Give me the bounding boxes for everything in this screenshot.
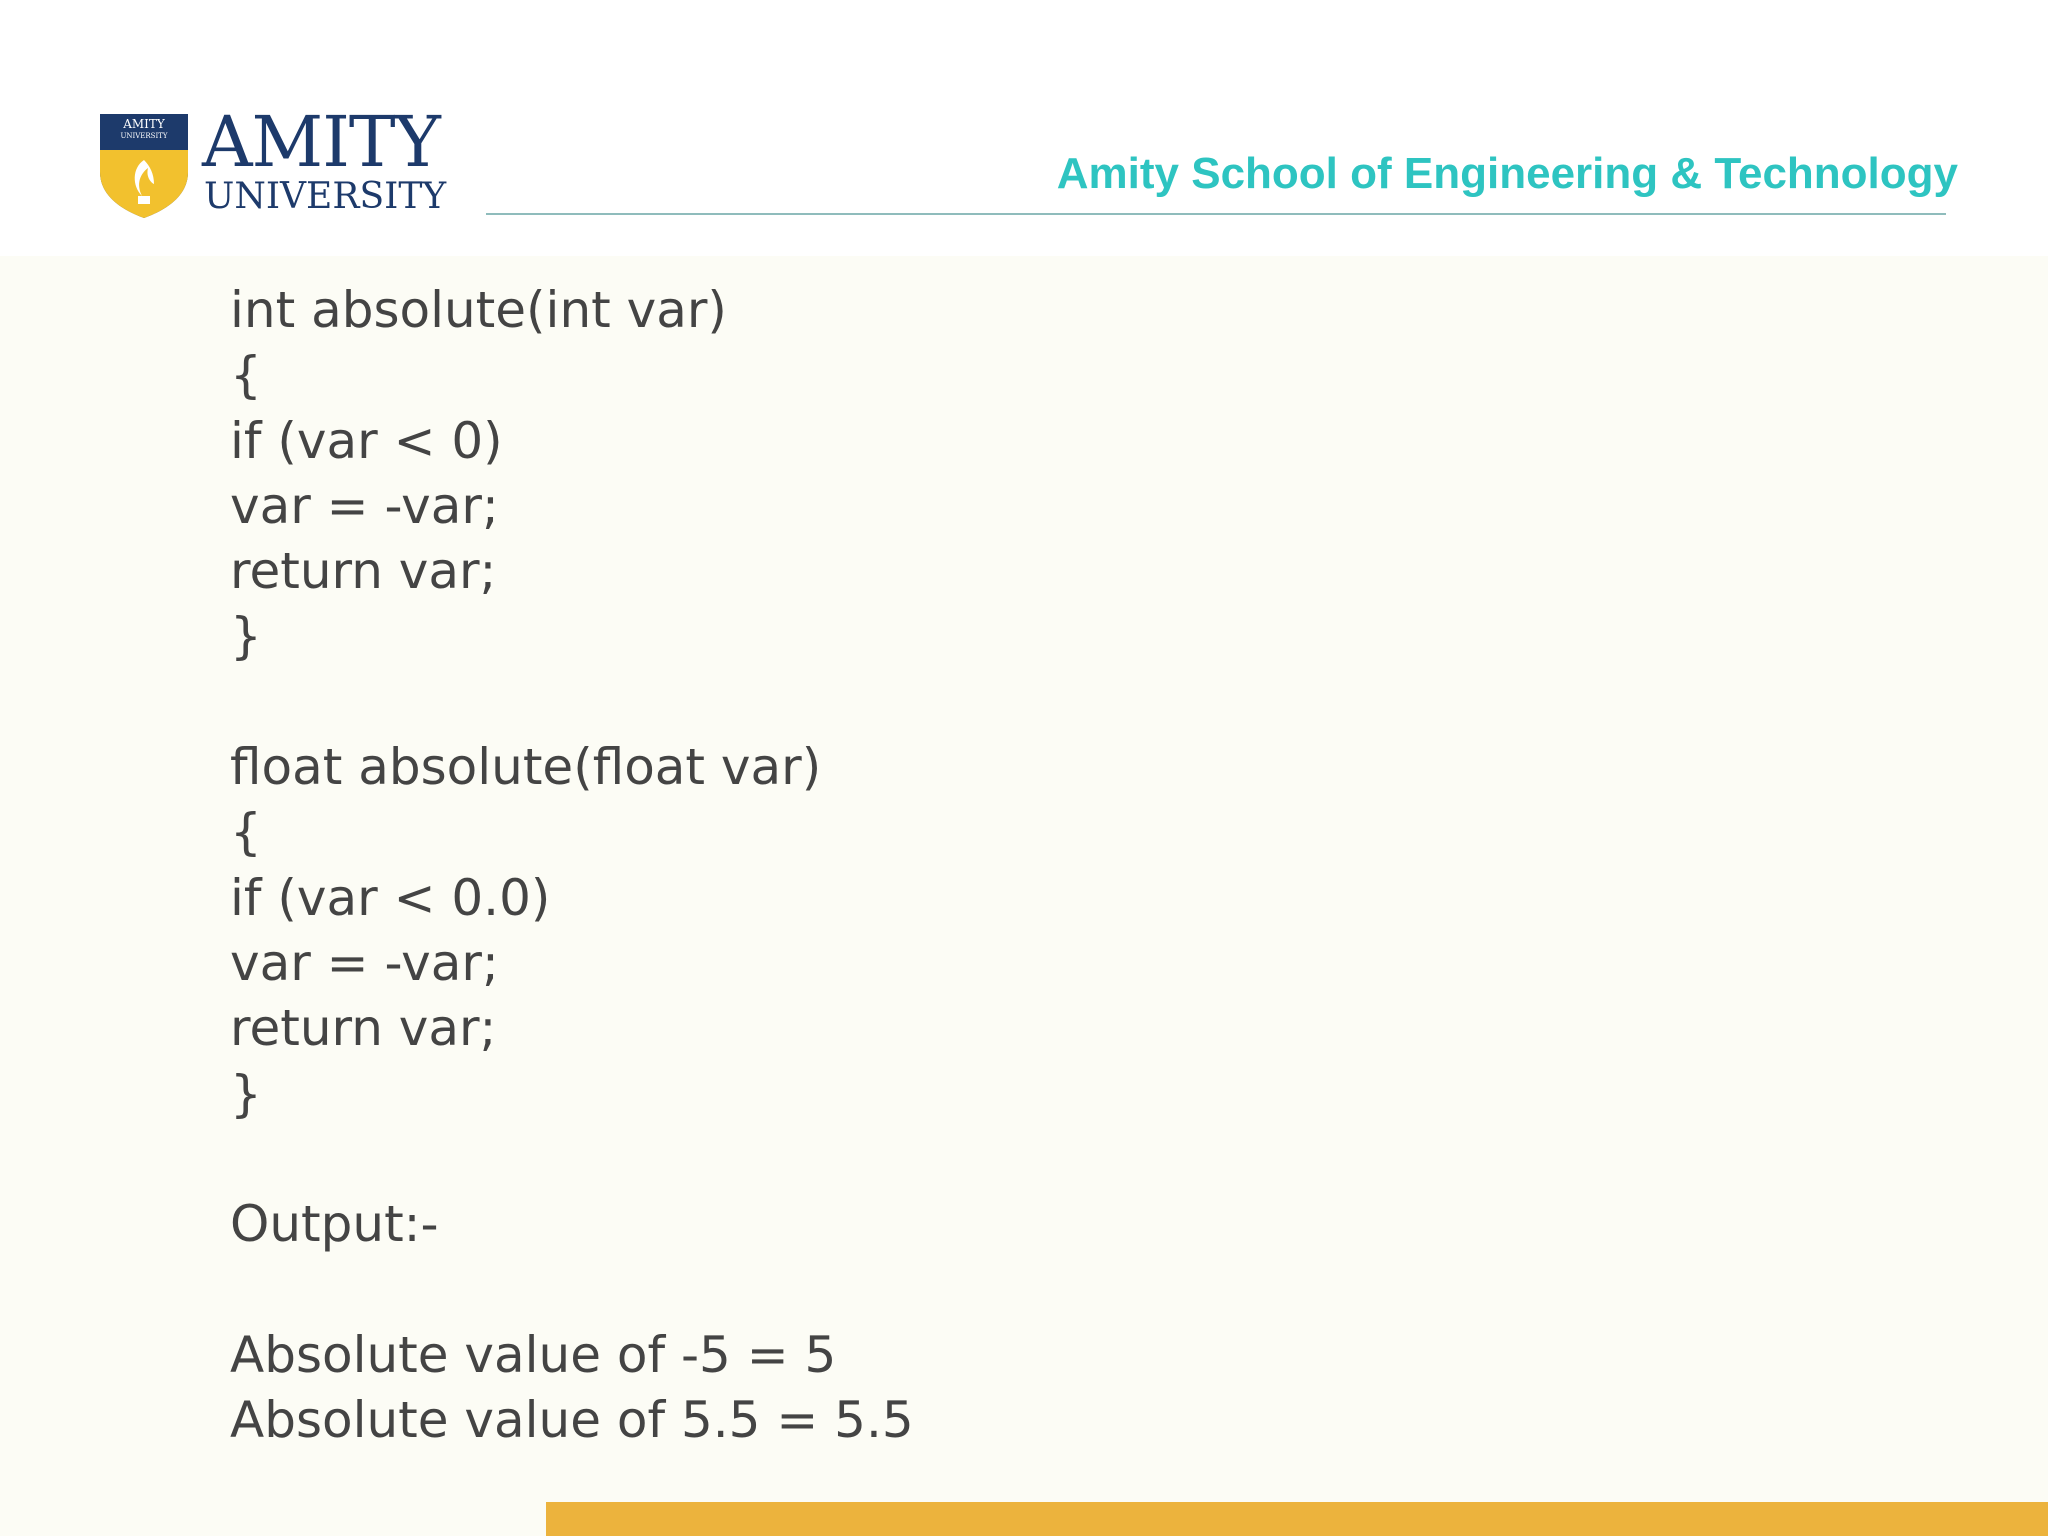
code-line: return var; (230, 542, 497, 601)
code-listing (230, 278, 914, 1453)
code-line: Absolute value of 5.5 = 5.5 (230, 1391, 914, 1450)
code-line: { (230, 803, 262, 862)
shield-logo-icon (96, 110, 192, 220)
blank-line (230, 1257, 914, 1322)
header-divider (486, 213, 1946, 215)
code-line: var = -var; (230, 476, 499, 535)
slide-header (0, 0, 2048, 256)
code-line: Output:- (230, 1195, 439, 1254)
code-line: if (var < 0.0) (230, 868, 551, 927)
code-line: } (230, 607, 262, 666)
logo-subtitle: UNIVERSITY (204, 176, 447, 217)
logo-wordmark: AMITY (202, 101, 440, 183)
code-line: } (230, 1064, 262, 1123)
code-line: float absolute(float var) (230, 738, 822, 797)
code-line: return var; (230, 999, 497, 1058)
code-line: { (230, 346, 262, 405)
code-line: Absolute value of -5 = 5 (230, 1325, 837, 1384)
shield-text-top: AMITY (123, 117, 165, 131)
blank-line (230, 1127, 914, 1192)
amity-logo (96, 101, 447, 222)
code-line: int absolute(int var) (230, 281, 727, 339)
blank-line (230, 670, 914, 735)
footer-accent-bar (546, 1502, 2048, 1536)
code-line: var = -var; (230, 933, 499, 992)
shield-text-bottom: UNIVERSITY (120, 132, 168, 140)
code-line: if (var < 0) (230, 411, 503, 470)
school-title: Amity School of Engineering & Technology (1056, 149, 1958, 198)
